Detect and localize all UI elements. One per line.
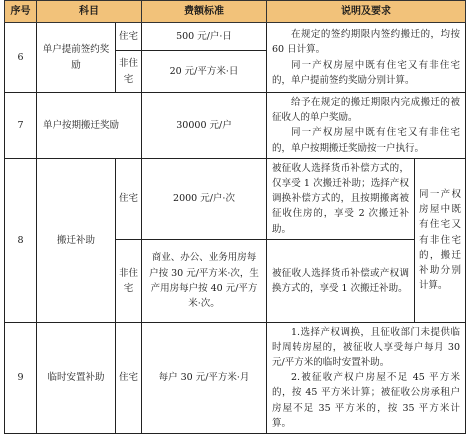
standard-cell: 每户 30 元/平方米·月 [142, 322, 267, 433]
header-standard: 费额标准 [142, 1, 267, 23]
shared-note-cell: 同一产权房屋中既有住宅又有非住宅的，搬迁补助分别计算。 [415, 158, 466, 322]
subject-cell: 单户提前签约奖励 [37, 23, 116, 93]
description-cell [267, 322, 466, 433]
description-paragraph: 给予在规定的搬迁期限内完成搬迁的被征收人的单户奖励。 [272, 97, 460, 124]
standard-cell: 30000 元/户 [142, 93, 267, 159]
description-paragraph: 1.选择产权调换，且征收部门未提供临时周转房屋的，被征收人享受每户每月 30 元/平方米的临时安置补助。 [272, 326, 460, 369]
description-paragraph: 被征收人选择货币补偿方式的，仅享受 1 次搬迁补助；选择产权调换补偿方式的，且按期搬离被征收住房的，享受 2 次搬迁补助。 [272, 162, 409, 235]
standard-cell: 20 元/平方米·日 [142, 51, 267, 93]
row-number: 6 [5, 23, 37, 93]
description-cell [267, 239, 415, 322]
table-header-row [5, 1, 466, 23]
description-cell [267, 93, 466, 159]
table-row [5, 158, 466, 239]
description-paragraph: 被征收人选择货币补偿或产权调换方式的，享受 1 次搬迁补助。 [272, 267, 409, 294]
description-cell [267, 158, 415, 239]
standard-cell: 商业、办公、业务用房每户按 30 元/平方米·次，生产用房每户按 40 元/平方米·次。 [142, 239, 267, 322]
description-paragraph: 2.被征收产权户房屋不足 45 平方米的，按 45 平方米计算；被征收公房承租户房屋不足 35 平方米的，按 35 平方米计算。 [272, 372, 460, 429]
row-number: 8 [5, 158, 37, 322]
subject-cell: 单户按期搬迁奖励 [37, 93, 142, 159]
standard-cell: 2000 元/户·次 [142, 158, 267, 239]
subcategory-cell: 住宅 [116, 322, 142, 433]
header-subject: 科目 [37, 1, 142, 23]
subcategory-cell: 非住宅 [116, 239, 142, 322]
row-number: 9 [5, 322, 37, 433]
subcategory-cell: 住宅 [116, 158, 142, 239]
row-number: 7 [5, 93, 37, 159]
subcategory-cell: 住宅 [116, 23, 142, 51]
description-cell [267, 23, 466, 93]
table-row [5, 23, 466, 51]
table-row [5, 93, 466, 159]
header-seq: 序号 [5, 1, 37, 23]
description-paragraph: 在规定的签约期限内签约搬迁的，均按 60 日计算。 [272, 29, 460, 56]
header-description: 说明及要求 [267, 1, 466, 23]
compensation-table [4, 0, 466, 434]
standard-cell: 500 元/户·日 [142, 23, 267, 51]
subject-cell: 搬迁补助 [37, 158, 116, 322]
subcategory-cell: 非住宅 [116, 51, 142, 93]
subject-cell: 临时安置补助 [37, 322, 116, 433]
description-paragraph: 同一产权房屋中既有住宅又有非住宅的，单户按期搬迁奖励按一户执行。 [272, 127, 460, 154]
table-row [5, 322, 466, 433]
description-paragraph: 同一产权房屋中既有住宅又有非住宅的，单户提前签约奖励分别计算。 [272, 59, 460, 86]
